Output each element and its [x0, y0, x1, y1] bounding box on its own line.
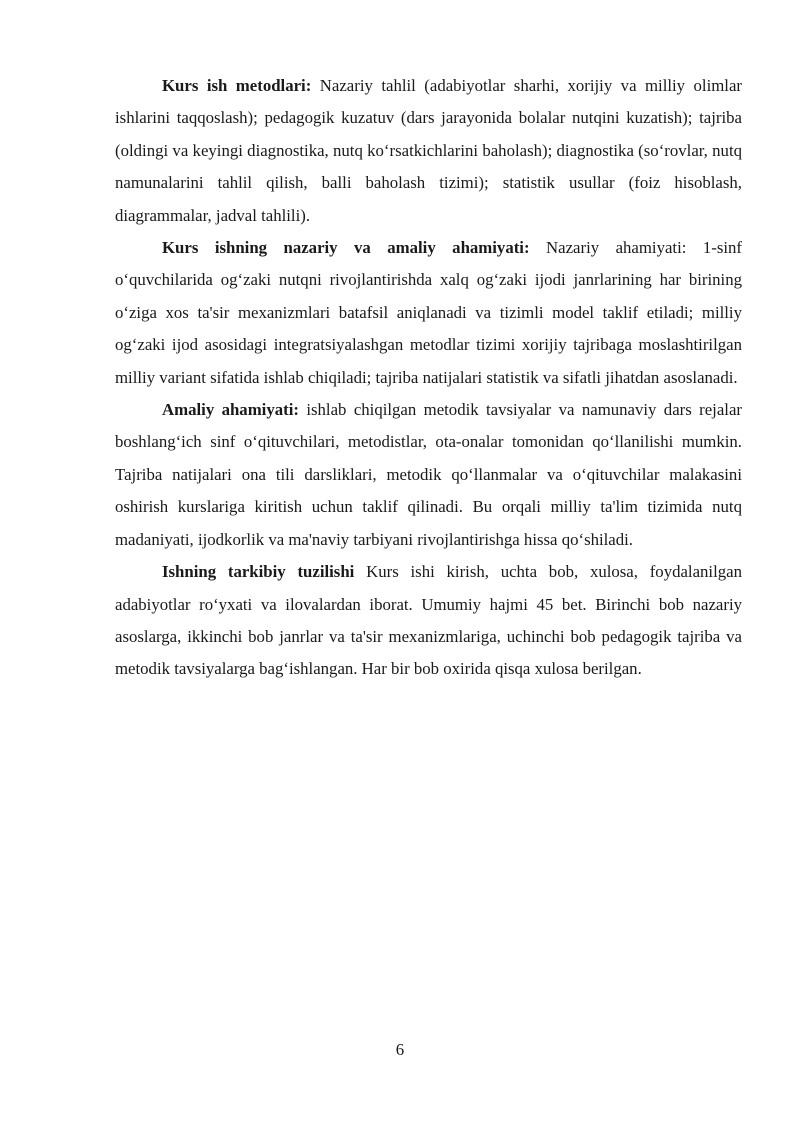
paragraph-heading-methods: Kurs ish metodlari:: [162, 76, 312, 95]
paragraph-heading-structure: Ishning tarkibiy tuzilishi: [162, 562, 355, 582]
paragraph-significance: [115, 232, 742, 394]
paragraph-text-practical: ishlab chiqilgan metodik tavsiyalar va namunaviy dars rejalar boshlang‘ich sinf o‘qituvchilari, metodistlar, ota-onalar tomonidan qo‘llanilishi mumkin. Tajriba natijalari ona tili darsliklari, metodik qo‘llanmalar va o‘qituvchilar malakasini oshirish kurslariga kiritish uchun taklif qilinadi. Bu orqali milliy ta'lim tizimida nutq madaniyati, ijodkorlik va ma'naviy tarbiyani rivojlantirishga hissa qo‘shiladi.: [115, 400, 742, 549]
paragraph-text-significance: Nazariy ahamiyati: 1-sinf o‘quvchilarida og‘zaki nutqni rivojlantirishda xalq og‘zaki ijodi janrlarining har birining o‘ziga xos ta'sir mexanizmlari batafsil aniqlanadi va tizimli model taklif etiladi; milliy og‘zaki ijod asosidagi integratsiyalashgan metodlar tizimi xorijiy tajribaga moslashtirilgan milliy variant sifatida ishlab chiqiladi; tajriba natijalari statistik va sifatli jihatdan asoslanadi.: [115, 238, 742, 387]
paragraph-practical: [115, 394, 742, 556]
paragraph-heading-significance: Kurs ishning nazariy va amaliy ahamiyati:: [162, 238, 530, 258]
page-number: 6: [395, 1040, 405, 1059]
paragraph-methods: [115, 70, 742, 232]
paragraph-heading-practical: Amaliy ahamiyati:: [162, 400, 299, 420]
document-body: [115, 70, 742, 686]
paragraph-text-structure: Kurs ishi kirish, uchta bob, xulosa, foydalanilgan adabiyotlar ro‘yxati va ilovalardan iborat. Umumiy hajmi 45 bet. Birinchi bob nazariy asoslarga, ikkinchi bob janrlar va ta'sir mexanizmlariga, uchinchi bob pedagogik tajriba va metodik tavsiyalarga bag‘ishlangan. Har bir bob oxirida qisqa xulosa berilgan.: [115, 562, 742, 679]
paragraph-text-methods: Nazariy tahlil (adabiyotlar sharhi, xorijiy va milliy olimlar ishlarini taqqoslash); pedagogik kuzatuv (dars jarayonida bolalar nutqini kuzatish); tajriba (oldingi va keyingi diagnostika, nutq ko‘rsatkichlarini baholash); diagnostika (so‘rovlar, nutq namunalarini tahlil qilish, balli baholash tizimi); statistik usullar (foiz hisoblash, diagrammalar, jadval tahlili).: [115, 76, 742, 225]
paragraph-structure: [115, 556, 742, 686]
